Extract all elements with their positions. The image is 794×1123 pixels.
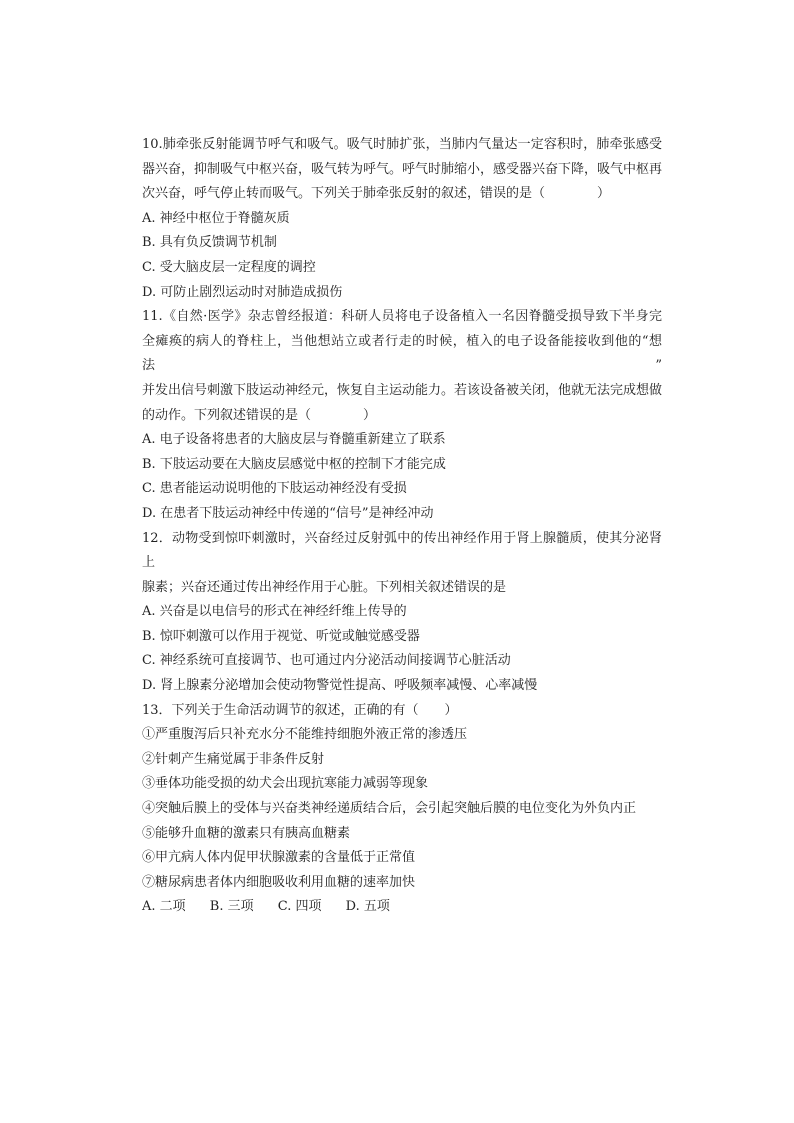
option-a: A. 兴奋是以电信号的形式在神经纤维上传导的 <box>142 604 407 620</box>
statement-item: ③垂体功能受损的幼犬会出现抗寒能力减弱等现象 <box>142 776 429 792</box>
question-stem-line: 全瘫痪的病人的脊柱上，当他想站立或者行走的时候，植入的电子设备能接收到他的“想法” <box>142 333 662 374</box>
option-d: D. 在患者下肢运动神经中传递的“信号”是神经冲动 <box>142 505 434 521</box>
option-b: B. 下肢运动要在大脑皮层感觉中枢的控制下才能完成 <box>142 456 446 472</box>
statement-item: ⑦糖尿病患者体内细胞吸收利用血糖的速率加快 <box>142 874 416 890</box>
question-10 <box>142 133 662 305</box>
question-sheet <box>142 133 662 920</box>
choice-b: B. 三项 <box>209 899 254 915</box>
question-stem-line: 次兴奋，呼气停止转而吸气。下列关于肺牵张反射的叙述，错误的是（ ） <box>142 186 611 202</box>
option-d: D. 可防止剧烈运动时对肺造成损伤 <box>142 284 343 300</box>
choice-d: D. 五项 <box>345 899 390 915</box>
answer-choices <box>142 895 662 920</box>
question-stem-line: 器兴奋，抑制吸气中枢兴奋，吸气转为呼气。呼气时肺缩小，感受器兴奋下降，吸气中枢再 <box>142 161 663 177</box>
question-stem-line: 12．动物受到惊吓刺激时，兴奋经过反射弧中的传出神经作用于肾上腺髓质，使其分泌肾上 <box>142 530 662 571</box>
statement-item: ②针刺产生痛觉属于非条件反射 <box>142 751 325 767</box>
option-b: B. 惊吓刺激可以作用于视觉、听觉或触觉感受器 <box>142 628 420 644</box>
option-c: C. 神经系统可直接调节、也可通过内分泌活动间接调节心脏活动 <box>142 653 511 669</box>
question-stem-line: 腺素；兴奋还通过传出神经作用于心脏。下列相关叙述错误的是 <box>142 579 507 595</box>
choice-c: C. 四项 <box>277 899 322 915</box>
question-stem-line: 并发出信号刺激下肢运动神经元，恢复自主运动能力。若该设备被关闭，他就无法完成想做 <box>142 382 663 398</box>
option-c: C. 受大脑皮层一定程度的调控 <box>142 259 316 275</box>
question-stem-line: 13．下列关于生命活动调节的叙述，正确的有（ ） <box>142 702 458 718</box>
statement-item: ④突触后膜上的受体与兴奋类神经递质结合后，会引起突触后膜的电位变化为外负内正 <box>142 801 637 817</box>
question-stem-line: 10.肺牵张反射能调节呼气和吸气。吸气时肺扩张，当肺内气量达一定容积时，肺牵张感受 <box>142 137 662 152</box>
option-a: A. 神经中枢位于脊髓灰质 <box>142 210 290 226</box>
option-d: D. 肾上腺素分泌增加会使动物警觉性提高、呼吸频率减慢、心率减慢 <box>142 678 538 694</box>
statement-item: ⑤能够升血糖的激素只有胰高血糖素 <box>142 825 351 841</box>
question-13 <box>142 699 662 920</box>
question-12 <box>142 527 662 699</box>
question-stem-line: 的动作。下列叙述错误的是（ ） <box>142 407 377 423</box>
option-a: A. 电子设备将患者的大脑皮层与脊髓重新建立了联系 <box>142 432 446 448</box>
question-11 <box>142 305 662 526</box>
question-stem-line: 11.《自然·医学》杂志曾经报道：科研人员将电子设备植入一名因脊髓受损导致下半身完 <box>142 309 662 325</box>
statement-item: ⑥甲亢病人体内促甲状腺激素的含量低于正常值 <box>142 850 416 866</box>
statement-item: ①严重腹泻后只补充水分不能维持细胞外液正常的渗透压 <box>142 727 468 743</box>
choice-a: A. 二项 <box>142 899 186 915</box>
option-c: C. 患者能运动说明他的下肢运动神经没有受损 <box>142 481 407 497</box>
option-b: B. 具有负反馈调节机制 <box>142 235 277 251</box>
